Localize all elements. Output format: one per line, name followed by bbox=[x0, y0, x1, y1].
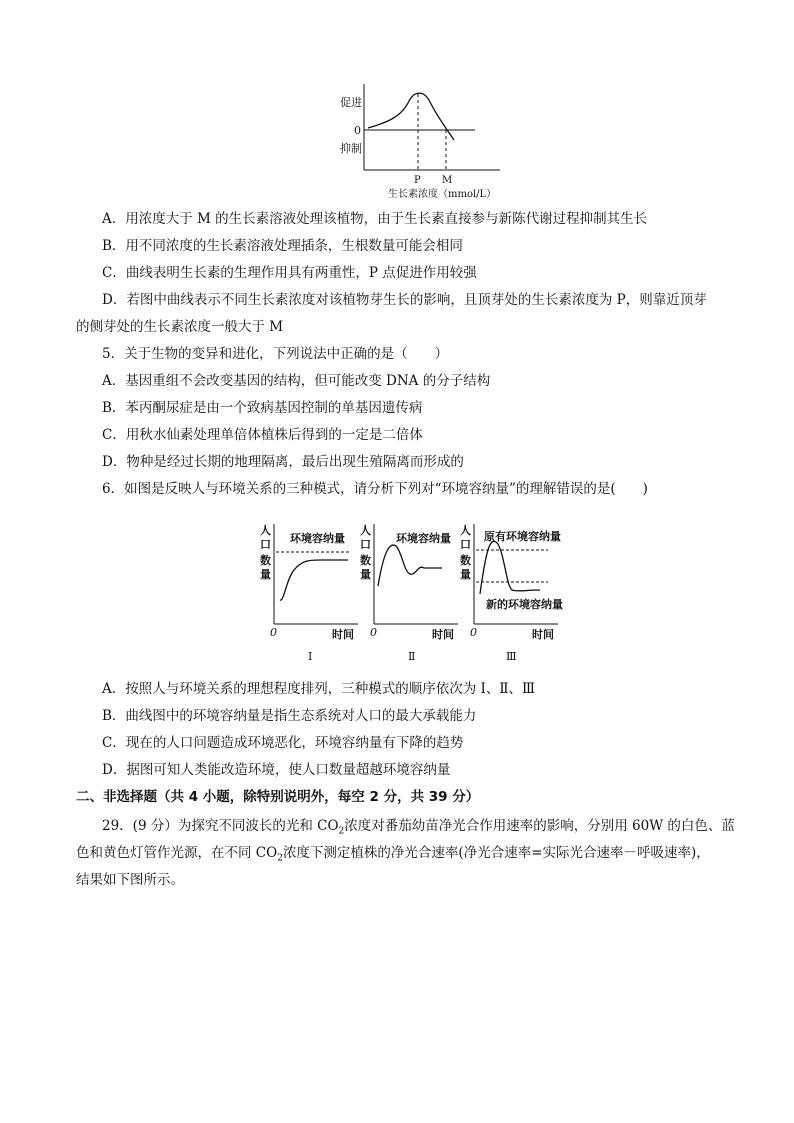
q4-option-d-line2: 的侧芽处的生长素浓度一般大于 M bbox=[76, 319, 284, 335]
q29-line1-sub: 2 bbox=[338, 826, 345, 837]
q6-option-c: C．现在的人口问题造成环境恶化，环境容纳量有下降的趋势 bbox=[102, 735, 464, 751]
q29-line2 bbox=[76, 844, 710, 868]
q29-line2-sub: 2 bbox=[277, 853, 283, 864]
q6-option-d: D．据图可知人类能改造环境，使人口数量超越环境容纳量 bbox=[102, 762, 451, 778]
panel-1-capacity-label: 环境容纳量 bbox=[290, 532, 345, 545]
panel-1-numeral: Ⅰ bbox=[308, 650, 313, 663]
panel-2 bbox=[360, 524, 458, 663]
panel-3-new-capacity-label: 新的环境容纳量 bbox=[486, 598, 563, 611]
panel-2-y-label-3: 数 bbox=[360, 554, 371, 567]
q4-option-a: A．用浓度大于 M 的生长素溶液处理该植物，由于生长素直接参与新陈代谢过程抑制其生长 bbox=[102, 211, 648, 227]
panel-3-numeral: Ⅲ bbox=[506, 650, 517, 663]
panel-2-x-label: 时间 bbox=[432, 628, 454, 641]
q5-option-b: B．苯丙酮尿症是由一个致病基因控制的单基因遗传病 bbox=[102, 400, 423, 416]
q29-line2-a: 色和黄色灯管作光源，在不同 CO bbox=[76, 845, 278, 861]
population-models-figure bbox=[258, 520, 568, 666]
panel-3-y-label-1: 人 bbox=[460, 524, 471, 537]
mark-p: P bbox=[414, 175, 421, 186]
panel-1-y-label-4: 量 bbox=[260, 568, 271, 581]
y-label-promote: 促进 bbox=[340, 96, 362, 109]
panel-1-y-label-1: 人 bbox=[260, 524, 271, 537]
q29-line2-b: 浓度下测定植株的净光合速率(净光合速率=实际光合速率－呼吸速率)， bbox=[282, 845, 710, 861]
panel-3-origin: 0 bbox=[470, 626, 477, 639]
q29-line1-b: 浓度对番茄幼苗净光合作用速率的影响，分别用 60W 的白色、蓝 bbox=[344, 818, 735, 834]
panel-3-curve bbox=[480, 541, 540, 594]
q6-option-b: B．曲线图中的环境容纳量是指生态系统对人口的最大承载能力 bbox=[102, 708, 477, 724]
panel-1-curve bbox=[280, 560, 348, 600]
q6-option-a: A．按照人与环境关系的理想程度排列，三种模式的顺序依次为 Ⅰ、Ⅱ、Ⅲ bbox=[102, 681, 536, 697]
q4-option-b: B．用不同浓度的生长素溶液处理插条，生根数量可能会相同 bbox=[102, 238, 463, 254]
q29-line1-a: 29．(9 分）为探究不同波长的光和 CO bbox=[102, 818, 339, 834]
panel-3-x-label: 时间 bbox=[532, 628, 554, 641]
panel-2-numeral: Ⅱ bbox=[408, 650, 416, 663]
q5-option-d: D．物种是经过长期的地理隔离，最后出现生殖隔离而形成的 bbox=[102, 454, 464, 470]
q5-option-a: A．基因重组不会改变基因的结构，但可能改变 DNA 的分子结构 bbox=[102, 373, 491, 389]
q4-option-d-line1: D．若图中曲线表示不同生长素浓度对该植物芽生长的影响，且顶芽处的生长素浓度为 P，则靠近顶芽 bbox=[102, 292, 707, 308]
y-label-zero: 0 bbox=[354, 124, 361, 137]
panel-3-y-label-4: 量 bbox=[460, 568, 471, 581]
section-2-heading: 二、非选择题（共 4 小题，除特别说明外，每空 2 分，共 39 分） bbox=[76, 789, 480, 805]
auxin-response-curve bbox=[368, 93, 454, 140]
auxin-curve-figure bbox=[330, 78, 510, 200]
panel-2-capacity-label: 环境容纳量 bbox=[396, 532, 451, 545]
q4-option-c: C．曲线表明生长素的生理作用具有两重性，P 点促进作用较强 bbox=[102, 265, 477, 281]
panel-1-origin: 0 bbox=[270, 626, 277, 639]
q29-line1 bbox=[102, 817, 735, 841]
panel-2-origin: 0 bbox=[370, 626, 377, 639]
q5-stem: 5．关于生物的变异和进化，下列说法中正确的是（ ） bbox=[102, 346, 449, 362]
panel-2-curve bbox=[378, 545, 442, 586]
y-label-inhibit: 抑制 bbox=[340, 142, 362, 155]
panel-1-x-label: 时间 bbox=[332, 628, 354, 641]
panel-3-y-label-3: 数 bbox=[460, 554, 471, 567]
mark-m: M bbox=[442, 175, 453, 186]
panel-1-y-label-2: 口 bbox=[260, 538, 271, 551]
panel-2-y-label-1: 人 bbox=[360, 524, 371, 537]
q5-option-c: C．用秋水仙素处理单倍体植株后得到的一定是二倍体 bbox=[102, 427, 423, 443]
q6-stem: 6．如图是反映人与环境关系的三种模式，请分析下列对“环境容纳量”的理解错误的是( ) bbox=[102, 481, 648, 497]
q29-line3: 结果如下图所示。 bbox=[76, 872, 184, 888]
panel-1 bbox=[260, 524, 358, 663]
panel-2-y-label-4: 量 bbox=[360, 568, 371, 581]
panel-3-y-label-2: 口 bbox=[460, 538, 471, 551]
panel-2-y-label-2: 口 bbox=[360, 538, 371, 551]
panel-1-y-label-3: 数 bbox=[260, 554, 271, 567]
x-axis-label: 生长素浓度（mmol/L） bbox=[388, 189, 497, 200]
panel-3-original-capacity-label: 原有环境容纳量 bbox=[484, 530, 561, 543]
panel-3 bbox=[460, 524, 563, 663]
